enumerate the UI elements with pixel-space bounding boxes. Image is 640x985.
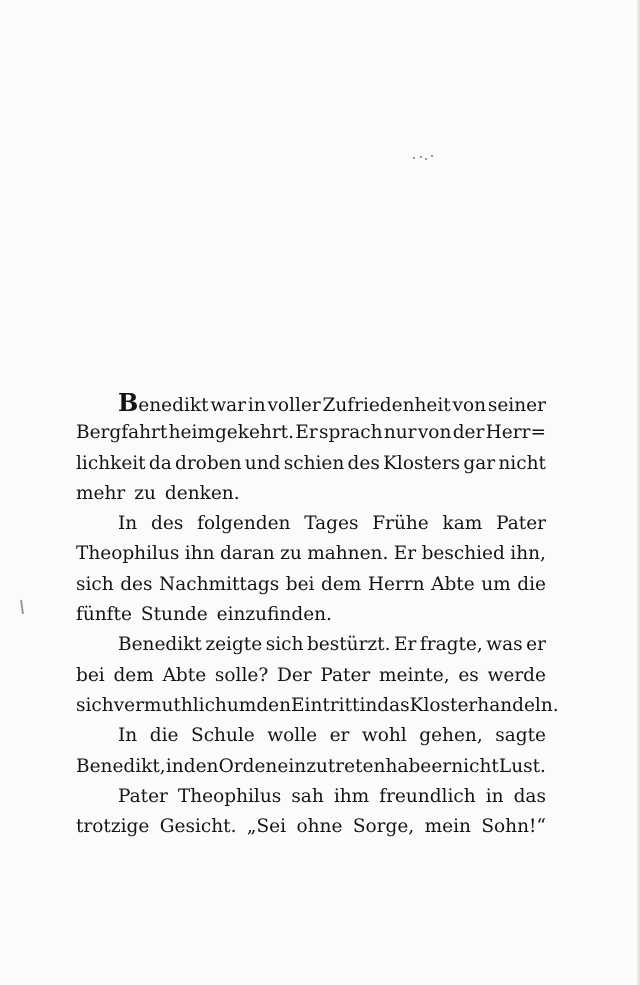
word: Pater (320, 664, 371, 686)
initial-letter: B (118, 388, 139, 417)
word: In (118, 725, 138, 747)
body-text (76, 388, 559, 842)
word: dem (321, 573, 362, 595)
word: vermuthlich (113, 694, 227, 716)
text-line (76, 691, 559, 721)
word: folgenden (197, 513, 291, 535)
word: zu (280, 543, 302, 565)
word: Frühe (372, 513, 429, 535)
word: In (118, 513, 138, 535)
word: Der (277, 664, 312, 686)
text-line (76, 782, 546, 812)
text-line (76, 630, 546, 660)
word: Abte (431, 573, 475, 595)
word: Er (295, 422, 318, 444)
word: sah (291, 785, 324, 807)
word: ohne (296, 816, 343, 838)
word: „Sei (246, 816, 287, 838)
word: in (165, 755, 184, 777)
word: dem (113, 664, 154, 686)
word: wolle (267, 725, 318, 747)
word: Orden (218, 755, 278, 777)
word: um (481, 573, 511, 595)
text-line (76, 509, 546, 539)
text-line (76, 812, 546, 842)
word: droben (175, 452, 242, 474)
word: einzutreten (277, 755, 386, 777)
word: Bergfahrt (76, 422, 168, 444)
word: gar (463, 452, 496, 474)
word: in (359, 694, 378, 716)
word: nicht (498, 452, 546, 474)
word: Stunde (140, 604, 208, 626)
word: des (347, 452, 380, 474)
word: Herr= (485, 422, 546, 444)
word: des (120, 573, 153, 595)
margin-mark (20, 600, 24, 614)
text-line (76, 721, 546, 751)
text-line (76, 570, 546, 600)
word: in (485, 785, 504, 807)
word: in (247, 395, 266, 416)
word: ihn, (510, 543, 546, 565)
word: Er (393, 543, 417, 565)
word: es (458, 664, 479, 686)
word: das (377, 694, 410, 716)
word: sprach (319, 422, 383, 444)
word: Eintritt (291, 694, 360, 716)
word: den (256, 694, 292, 716)
word: nicht (451, 755, 499, 777)
word: wohl (361, 725, 407, 747)
word: was (486, 634, 523, 656)
word: zeigte (205, 634, 263, 656)
word: des (151, 513, 184, 535)
word: sich (76, 694, 114, 716)
word: Pater (496, 513, 546, 535)
word: Lust. (498, 755, 546, 777)
text-line (76, 752, 546, 782)
word: von (417, 422, 452, 444)
word: heimgekehrt. (168, 422, 294, 444)
word: Benedikt (118, 388, 209, 417)
word: Nachmittags (159, 573, 280, 595)
word: handeln. (477, 694, 559, 716)
word: mein (424, 816, 471, 838)
word: daran (219, 543, 275, 565)
text-line (76, 479, 546, 509)
word: Gesicht. (159, 816, 237, 838)
word: er (431, 755, 452, 777)
word: Sohn!“ (481, 816, 546, 838)
word: Tages (304, 513, 359, 535)
word: Benedikt (118, 634, 202, 656)
word: werde (487, 664, 546, 686)
word: Theophilus (177, 785, 282, 807)
text-line (76, 449, 546, 479)
word: bei (76, 664, 105, 686)
word: Klosters (383, 452, 461, 474)
word: bestürzt. (306, 634, 391, 656)
word: Sorge, (352, 816, 415, 838)
word: beschied (421, 543, 505, 565)
text-line (76, 600, 546, 630)
word: fünfte (76, 604, 132, 626)
ink-speck (413, 154, 435, 160)
word: von (452, 395, 487, 416)
word: freundlich (379, 785, 476, 807)
word: das (513, 785, 546, 807)
word: mahnen. (307, 543, 389, 565)
word: den (183, 755, 219, 777)
word: er (526, 634, 546, 656)
word: er (329, 725, 350, 747)
word: gehen, (419, 725, 483, 747)
word: sagte (495, 725, 546, 747)
word: ihm (333, 785, 370, 807)
word: schien (283, 452, 345, 474)
text-line (76, 388, 546, 418)
word: Herrn (367, 573, 425, 595)
word: kam (442, 513, 483, 535)
word: einzufinden. (216, 604, 332, 626)
word: seiner (487, 395, 546, 416)
word: Abte (162, 664, 207, 686)
text-line (76, 661, 546, 691)
word: denken. (164, 482, 240, 504)
word: Schule (191, 725, 255, 747)
text-line (76, 418, 546, 448)
word: sich (265, 634, 304, 656)
word: fragte, (419, 634, 483, 656)
word: ihn (184, 543, 215, 565)
word: Benedikt, (76, 755, 166, 777)
word: der (452, 422, 485, 444)
word: voller (267, 395, 321, 416)
word: sich (76, 573, 114, 595)
word: und (244, 452, 281, 474)
word: Er (394, 634, 417, 656)
word: da (148, 452, 172, 474)
word: war (210, 395, 247, 416)
word: nur (383, 422, 417, 444)
word: Kloster (409, 694, 478, 716)
word: Zufriedenheit (322, 395, 451, 416)
word: bei (285, 573, 315, 595)
word: mehr (76, 482, 126, 504)
word: die (517, 573, 546, 595)
word: Theophilus (76, 543, 180, 565)
text-line (76, 539, 546, 569)
word: meinte, (379, 664, 450, 686)
word: habe (385, 755, 432, 777)
word: zu (134, 482, 156, 504)
word: lichkeit (76, 452, 146, 474)
word: Pater (118, 785, 168, 807)
word: die (149, 725, 179, 747)
word: trotzige (76, 816, 150, 838)
word: solle? (214, 664, 269, 686)
word: um (226, 694, 257, 716)
